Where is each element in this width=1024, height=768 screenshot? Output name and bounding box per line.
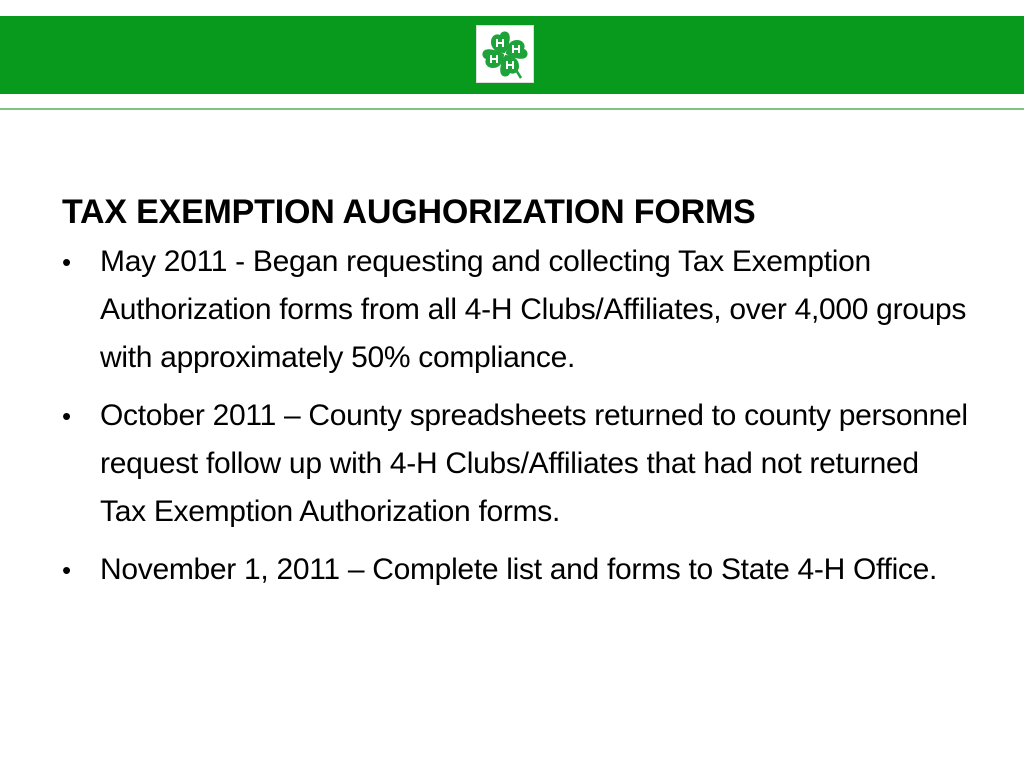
- four-leaf-clover-4h-icon: [477, 26, 533, 82]
- bullet-item: [62, 546, 972, 594]
- header-divider: [0, 108, 1024, 110]
- slide-title: TAX EXEMPTION AUGHORIZATION FORMS: [62, 193, 756, 231]
- bullet-item: [62, 392, 972, 536]
- bullet-marker: •: [62, 555, 71, 585]
- logo: [476, 25, 534, 83]
- bullet-item: [62, 238, 972, 382]
- bullet-marker: •: [62, 247, 71, 277]
- bullet-text: October 2011 – County spreadsheets returned to county personnel request follow up with 4-H Clubs/Affiliates that had not returned Tax Exemption Authorization forms.: [100, 399, 968, 528]
- bullet-text: November 1, 2011 – Complete list and forms to State 4-H Office.: [100, 553, 938, 586]
- bullet-list: [62, 238, 972, 594]
- bullet-marker: •: [62, 401, 71, 431]
- bullet-text: May 2011 - Began requesting and collecting Tax Exemption Authorization forms from all 4-H Clubs/Affiliates, over 4,000 groups with approximately 50% compliance.: [100, 245, 967, 374]
- slide-content: [62, 188, 972, 604]
